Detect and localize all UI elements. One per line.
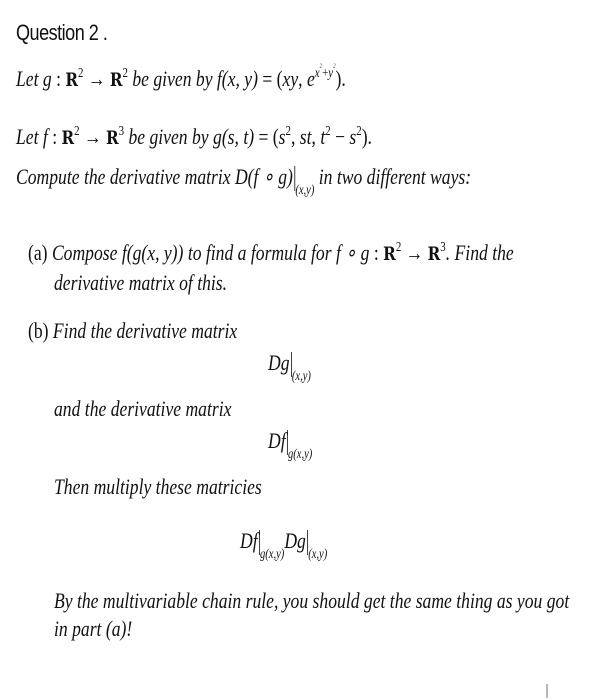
closing-line-1: By the multivariable chain rule, you should get the same thing as you got [54,588,570,613]
exp-power: 2 [319,63,323,70]
definition-f [16,124,372,150]
fn-name: f [42,124,48,149]
text: Compute the derivative matrix [16,164,235,189]
text: Let [16,124,43,149]
derivative-symbol: Dg [284,528,306,553]
plus: + [322,65,329,81]
reals-symbol: R [65,69,79,91]
composition-expr: f ∘ g [335,240,370,265]
equals: = ( [257,66,283,91]
exp-var: x [314,65,320,81]
equals: = ( [254,124,279,149]
closing-line-2: in part (a)! [54,616,133,641]
comma: , [311,124,321,149]
component: s [349,124,357,149]
exponent: 2 [78,65,84,81]
part-b-intro [28,318,237,344]
exponent-expr [315,65,336,80]
component: t [320,124,326,149]
exponent: 2 [356,123,362,139]
equation-product [240,528,328,561]
derivative-symbol: Dg [268,350,290,375]
exp-base: e [306,66,315,91]
close-paren: ). [335,66,346,91]
task-statement [16,164,472,197]
fn-name: g [42,66,52,91]
comma: , [298,66,307,91]
part-a-line-2: derivative matrix of this. [54,270,228,295]
component: xy [282,66,299,91]
component: st [299,124,312,149]
part-b-and: and the derivative matrix [54,396,232,421]
function-expr: g(s, t) [213,124,255,149]
close-paren: ). [361,124,372,149]
eval-point: (x,y) [291,367,311,383]
reals-symbol: R [109,69,123,91]
text: to find a formula for [183,240,336,265]
eval-point: g(x,y) [260,545,285,561]
equation-df [268,428,313,461]
part-b-then: Then multiply these matricies [54,474,262,499]
question-heading: Question 2 . [16,20,108,45]
function-expr: f(x, y) [216,66,258,91]
colon: : [47,124,62,149]
part-label: (b) [28,318,49,343]
derivative-symbol: Df [240,528,258,553]
text: . Find the [445,240,514,265]
colon: : [369,240,384,265]
exponent: 2 [325,123,331,139]
text: be given by [124,124,214,149]
derivative-expr: D(f ∘ g) [234,164,293,189]
exponent: 2 [285,123,291,139]
exponent: 3 [440,239,446,255]
arrow: → [83,66,110,91]
reals-symbol: R [61,127,75,149]
text: in two different ways: [314,164,472,189]
exp-power: 2 [333,63,336,70]
part-label: (a) [28,240,48,265]
reals-symbol: R [105,127,119,149]
exponent: 2 [395,239,402,255]
eval-point: (x,y) [308,545,328,561]
text: Compose [51,240,122,265]
composition-expr: f(g(x, y)) [121,240,184,265]
exponent: 2 [122,65,128,81]
component: s [278,124,286,149]
definition-g [16,63,346,92]
reals-symbol: R [427,243,441,265]
text: Find the derivative matrix [52,318,238,343]
arrow: → [401,240,428,265]
comma: , [290,124,300,149]
text: be given by [127,66,217,91]
colon: : [51,66,66,91]
reals-symbol: R [383,243,396,265]
arrow: → [79,124,106,149]
exp-var: y [328,65,334,81]
exponent: 3 [118,123,125,139]
text: Let [16,66,43,91]
scroll-indicator [546,684,548,698]
exponent: 2 [74,123,80,139]
eval-point: (x,y) [295,181,315,197]
part-a-line-1 [28,240,514,266]
minus: − [330,124,350,149]
eval-point: g(x,y) [288,445,313,461]
derivative-symbol: Df [268,428,286,453]
equation-dg [268,350,311,383]
